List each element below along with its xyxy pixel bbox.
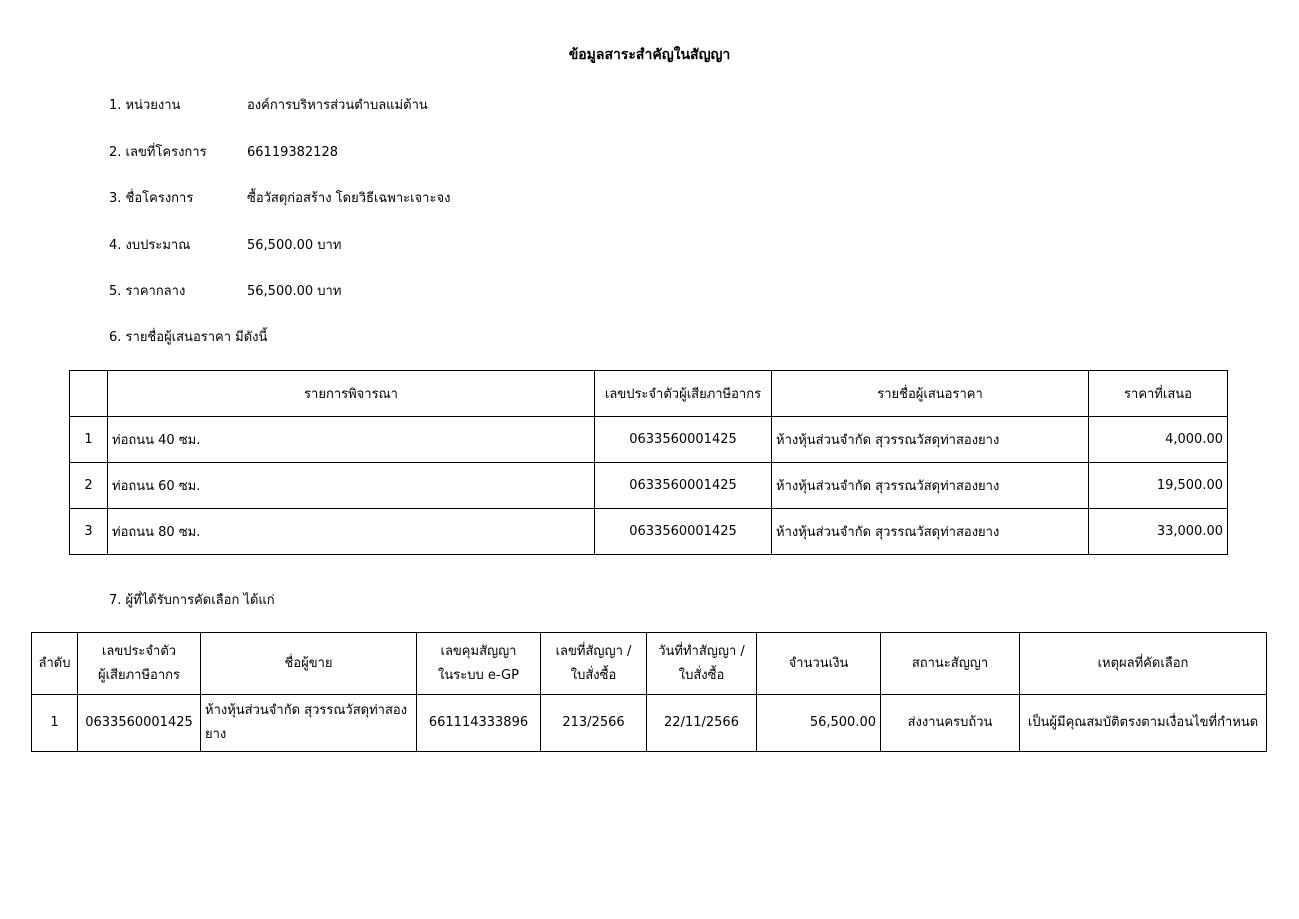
cell-tax-id: 0633560001425	[595, 509, 772, 555]
cell-item: ท่อถนน 60 ซม.	[108, 463, 595, 509]
info-value: 56,500.00 บาท	[247, 284, 342, 299]
cell-index: 1	[70, 417, 108, 463]
cell-tax-id: 0633560001425	[78, 695, 201, 752]
info-value: องค์การบริหารส่วนตำบลแม่ต้าน	[247, 98, 428, 113]
cell-price: 19,500.00	[1089, 463, 1228, 509]
selected-vendor-table	[31, 632, 1267, 752]
header-price: ราคาที่เสนอ	[1089, 371, 1228, 417]
table-header-row	[32, 633, 1267, 695]
cell-price: 4,000.00	[1089, 417, 1228, 463]
cell-tax-id: 0633560001425	[595, 463, 772, 509]
cell-item: ท่อถนน 40 ซม.	[108, 417, 595, 463]
info-agency	[109, 96, 428, 116]
info-value: 56,500.00 บาท	[247, 238, 342, 253]
header-index	[70, 371, 108, 417]
header-status	[881, 633, 1020, 695]
header-text: จำนวนเงิน	[788, 655, 849, 671]
info-value: ซื้อวัสดุก่อสร้าง โดยวิธีเฉพาะเจาะจง	[247, 191, 451, 206]
header-item: รายการพิจารณา	[108, 371, 595, 417]
header-egp-number	[417, 633, 541, 695]
cell-reason: เป็นผู้มีคุณสมบัติตรงตามเงื่อนไขที่กำหนด	[1020, 695, 1267, 752]
header-seller-name	[201, 633, 417, 695]
header-text: ลำดับ	[38, 655, 71, 671]
header-text: ในระบบ e-GP	[438, 667, 519, 683]
header-tax-id: เลขประจำตัวผู้เสียภาษีอากร	[595, 371, 772, 417]
header-text: ใบสั่งซื้อ	[570, 667, 617, 683]
header-amount	[757, 633, 881, 695]
header-index	[32, 633, 78, 695]
info-project-number	[109, 143, 338, 163]
info-label: 3. ชื่อโครงการ	[109, 191, 194, 206]
info-project-name	[109, 189, 450, 209]
header-contract-number	[541, 633, 647, 695]
section-6-heading: 6. รายชื่อผู้เสนอราคา มีดังนี้	[109, 330, 268, 345]
cell-contract-number: 213/2566	[541, 695, 647, 752]
header-bidder-name: รายชื่อผู้เสนอราคา	[772, 371, 1089, 417]
cell-status: ส่งงานครบถ้วน	[881, 695, 1020, 752]
header-tax-id	[78, 633, 201, 695]
header-text: เลขคุมสัญญา	[440, 643, 517, 659]
cell-bidder-name: ห้างหุ้นส่วนจำกัด สุวรรณวัสดุท่าสองยาง	[772, 463, 1089, 509]
table-header-row	[70, 371, 1228, 417]
cell-index: 3	[70, 509, 108, 555]
table-row	[70, 509, 1228, 555]
header-text: ใบสั่งซื้อ	[678, 667, 725, 683]
table-row	[70, 417, 1228, 463]
cell-egp-number: 661114333896	[417, 695, 541, 752]
cell-bidder-name: ห้างหุ้นส่วนจำกัด สุวรรณวัสดุท่าสองยาง	[772, 509, 1089, 555]
header-text: วันที่ทำสัญญา /	[658, 643, 745, 659]
cell-tax-id: 0633560001425	[595, 417, 772, 463]
info-label: 5. ราคากลาง	[109, 284, 186, 299]
table-row	[70, 463, 1228, 509]
info-label: 1. หน่วยงาน	[109, 98, 181, 113]
header-text: ชื่อผู้ขาย	[284, 655, 333, 671]
header-text: เหตุผลที่คัดเลือก	[1097, 655, 1189, 671]
bidders-table	[69, 370, 1228, 555]
section-7-heading: 7. ผู้ที่ได้รับการคัดเลือก ได้แก่	[109, 593, 275, 608]
cell-index: 2	[70, 463, 108, 509]
header-text: เลขที่สัญญา /	[555, 643, 632, 659]
info-median-price	[109, 282, 341, 302]
header-text: ผู้เสียภาษีอากร	[97, 667, 180, 683]
seller-name-line: ยาง	[205, 727, 227, 742]
cell-index: 1	[32, 695, 78, 752]
cell-amount: 56,500.00	[757, 695, 881, 752]
info-budget	[109, 236, 341, 256]
cell-item: ท่อถนน 80 ซม.	[108, 509, 595, 555]
cell-seller-name	[201, 695, 417, 752]
info-value: 66119382128	[247, 145, 338, 160]
header-text: เลขประจำตัว	[101, 643, 177, 659]
table-row	[32, 695, 1267, 752]
cell-contract-date: 22/11/2566	[647, 695, 757, 752]
info-label: 4. งบประมาณ	[109, 238, 191, 253]
cell-price: 33,000.00	[1089, 509, 1228, 555]
header-reason	[1020, 633, 1267, 695]
cell-bidder-name: ห้างหุ้นส่วนจำกัด สุวรรณวัสดุท่าสองยาง	[772, 417, 1089, 463]
header-contract-date	[647, 633, 757, 695]
info-label: 2. เลขที่โครงการ	[109, 145, 207, 160]
header-text: สถานะสัญญา	[911, 655, 989, 671]
document-title: ข้อมูลสาระสำคัญในสัญญา	[568, 47, 731, 63]
seller-name-line: ห้างหุ้นส่วนจำกัด สุวรรณวัสดุท่าสอง	[205, 703, 408, 718]
